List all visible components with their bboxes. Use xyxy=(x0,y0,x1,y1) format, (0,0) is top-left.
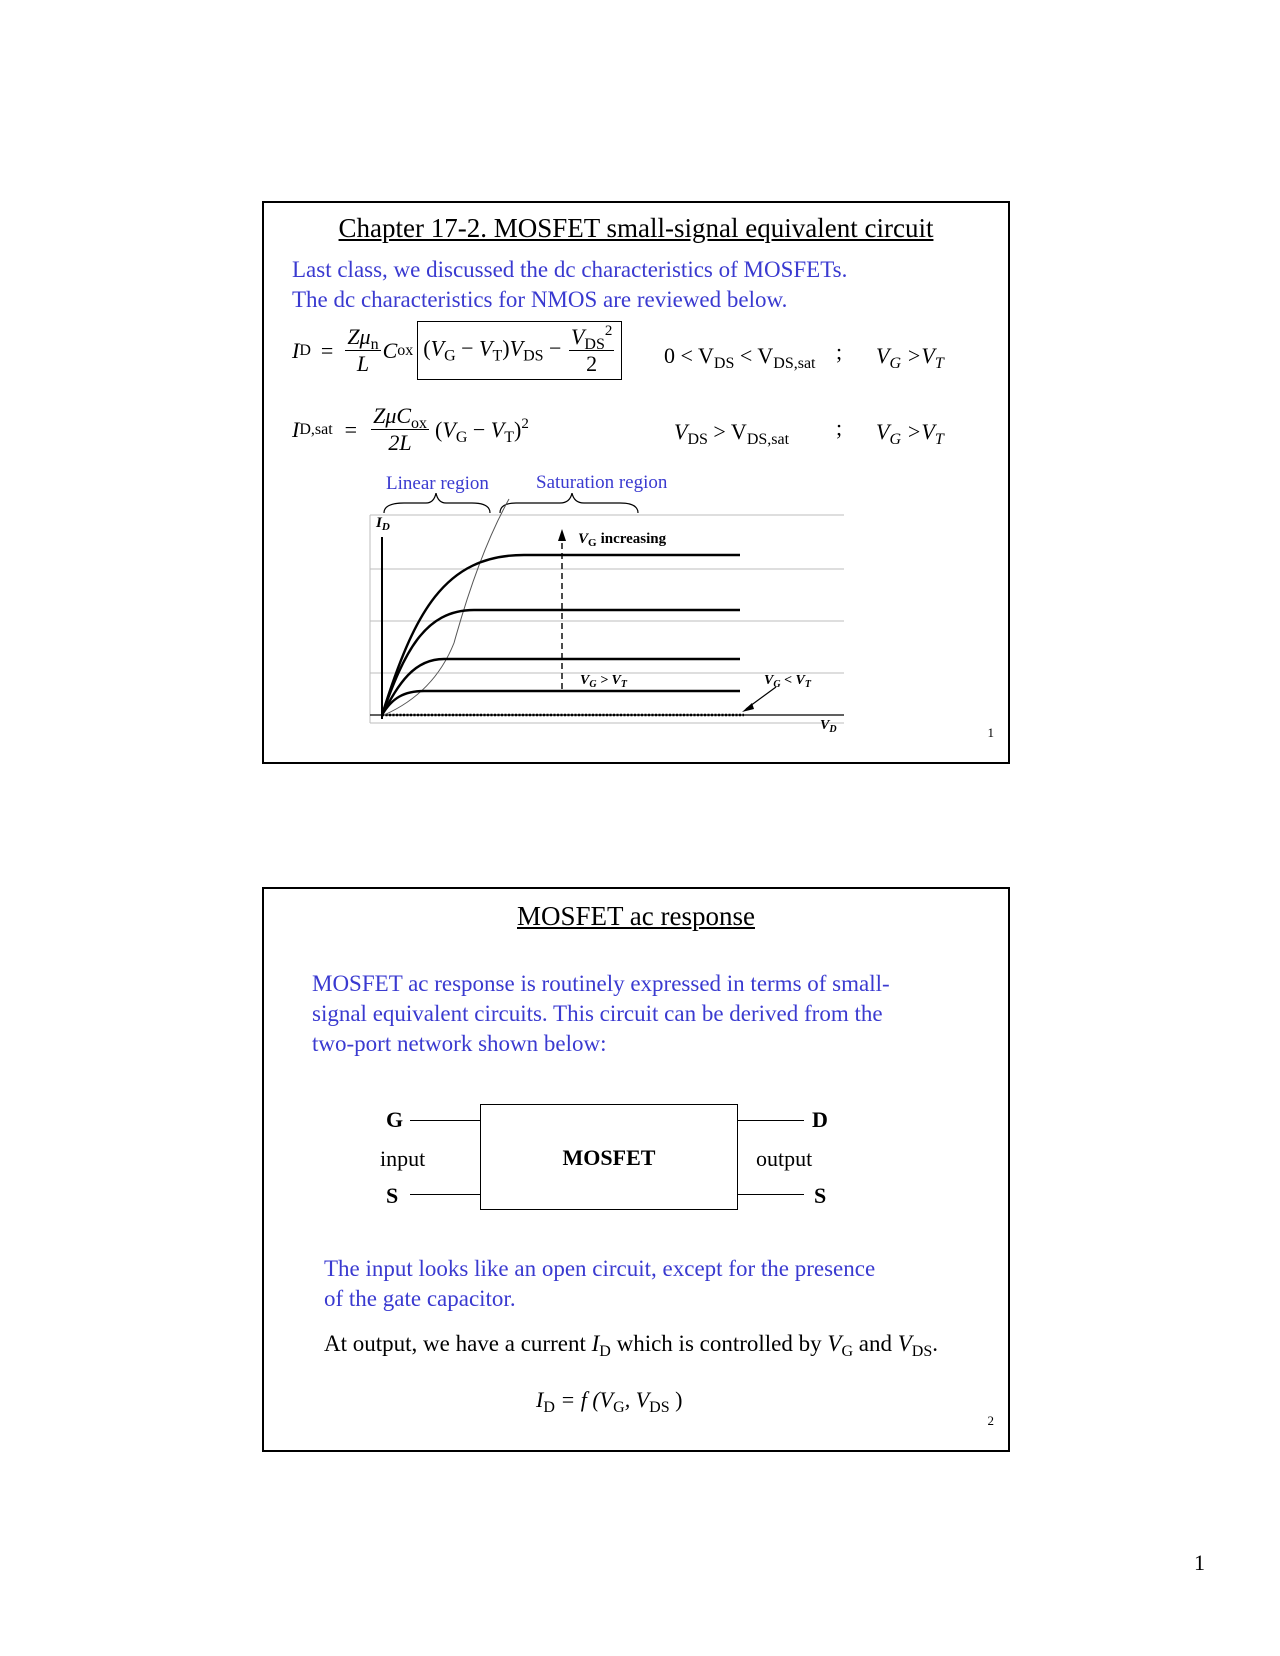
eq2-separator: ; xyxy=(836,415,843,440)
slide-1-page-number: 1 xyxy=(987,725,994,740)
eq1-den: L xyxy=(356,351,370,376)
x-axis-label: $V_D$ xyxy=(820,718,837,735)
page-footer-number: 1 xyxy=(1194,1550,1205,1575)
iv-curve-3 xyxy=(382,610,740,715)
slide-1-title: Chapter 17-2. MOSFET small-signal equivalent circuit xyxy=(338,213,934,243)
eq1-gate-condition: $V_G >V_T$ xyxy=(876,343,944,372)
cutoff-pointer-arrow-icon xyxy=(742,703,754,712)
slide-1 xyxy=(262,201,1010,764)
eq2-num: ZμC xyxy=(373,403,412,428)
drain-current-function-equation: $I_D = f$ ($V_G$, $V_{DS}$ ) xyxy=(536,1387,683,1416)
eq2-condition: $V_{DS} > V_{DS,sat}$ xyxy=(674,419,790,448)
eq1-separator: ; xyxy=(836,339,843,364)
drain-current-equation: I D = $\frac{Z\mu_n}{L}$ C ox $(V_G - V_T)V_{DS}$ − $\frac{V_{DS}^2}{2}$ xyxy=(292,321,622,380)
eq2-gate-condition: $V_G >V_T$ xyxy=(876,419,944,448)
slide-2-intro-line-3: two-port network shown below: xyxy=(312,1031,607,1056)
linear-region-brace xyxy=(384,493,490,513)
eq2-den: 2L xyxy=(388,430,412,455)
y-axis-label: $I_D$ xyxy=(376,515,390,533)
input-label: input xyxy=(380,1146,426,1171)
slide-1-intro-line-2: The dc characteristics for NMOS are reviewed below. xyxy=(292,287,788,312)
saturation-region-brace xyxy=(500,493,638,513)
saturation-current-equation: I D,sat = $\frac{Z\mu C_{ox}}{2L}$ $(V_G - V_T)^2$ xyxy=(292,403,529,455)
linear-region-label: Linear region xyxy=(386,473,489,494)
eq1-num-sub: n xyxy=(370,336,379,353)
eq2-num-sub: ox xyxy=(411,415,428,432)
gate-lead-line xyxy=(410,1120,480,1121)
iv-curve-1 xyxy=(382,691,740,715)
drain-terminal-label: D xyxy=(812,1107,828,1132)
eq1-lhs: I xyxy=(292,337,300,363)
source-input-lead-line xyxy=(410,1194,480,1195)
slide-2 xyxy=(262,887,1010,1452)
mosfet-box-label: MOSFET xyxy=(562,1145,656,1170)
iv-characteristics-graph xyxy=(364,493,864,765)
slide-2-intro-line-1: MOSFET ac response is routinely expressed in terms of small- xyxy=(312,971,890,996)
slide-2-title: MOSFET ac response xyxy=(517,901,755,931)
vg-increasing-arrow-icon xyxy=(558,529,566,541)
slide-2-page-number: 2 xyxy=(987,1413,994,1428)
output-current-sentence: At output, we have a current $I_D$ which is controlled by $V_G$ and $V_{DS}$. xyxy=(324,1331,938,1360)
vg-increasing-label: $V_G$ increasing xyxy=(578,531,667,549)
source-output-terminal-label: S xyxy=(814,1183,827,1208)
saturation-region-label: Saturation region xyxy=(536,472,668,493)
slide-2-note-line-1: The input looks like an open circuit, except for the presence xyxy=(324,1256,876,1281)
iv-curve-2 xyxy=(382,659,740,715)
drain-lead-line xyxy=(738,1120,804,1121)
slide-2-note-line-2: of the gate capacitor. xyxy=(324,1286,516,1311)
source-input-terminal-label: S xyxy=(386,1183,399,1208)
gate-terminal-label: G xyxy=(386,1107,404,1132)
output-label: output xyxy=(756,1146,813,1171)
slide-1-intro-line-1: Last class, we discussed the dc characteristics of MOSFETs. xyxy=(292,257,848,282)
source-output-lead-line xyxy=(738,1194,804,1195)
eq1-num: Zμ xyxy=(347,324,371,349)
eq2-lhs: I xyxy=(292,416,300,442)
vg-less-vt-label: $V_G < V_T$ xyxy=(764,673,812,690)
eq1-condition: $0 < V_{DS} < V_{DS,sat}$ xyxy=(664,343,816,372)
slide-2-intro-line-2: signal equivalent circuits. This circuit can be derived from the xyxy=(312,1001,883,1026)
vg-greater-vt-label: $V_G > V_T$ xyxy=(580,673,628,690)
